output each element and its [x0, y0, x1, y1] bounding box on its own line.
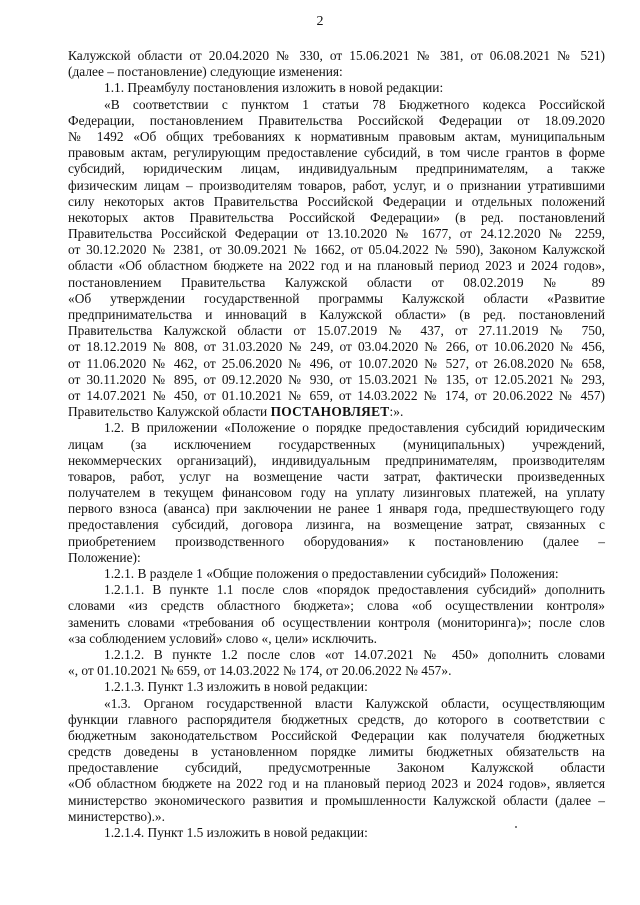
- resolution-keyword: ПОСТАНОВЛЯЕТ: [270, 404, 390, 420]
- document-body: [68, 48, 605, 841]
- text-line: постановлением Правительства Калужской области от 08.02.2019 № 89: [68, 274, 605, 290]
- text-line: «за соблюдением условий» слово «, цели» исключить.: [68, 630, 377, 646]
- text-line: «Об утверждении государственной программы Калужской области «Развитие: [68, 290, 605, 306]
- paragraph-heading: 1.2.1.3. Пункт 1.3 изложить в новой редакции:: [104, 679, 368, 695]
- resolution-suffix: :».: [389, 404, 404, 420]
- scan-speck: [515, 826, 517, 828]
- text-line: Положение):: [68, 549, 141, 565]
- paragraph-heading: 1.1. Преамбулу постановления изложить в новой редакции:: [104, 80, 444, 96]
- text-line: физическим лицам – производителям товаров, работ, услуг, и о признании утратившими: [68, 177, 605, 193]
- text-line: «В соответствии с пунктом 1 статьи 78 Бюджетного кодекса Российской: [104, 96, 605, 112]
- text-line: Правительства Российской Федерации от 13.10.2020 № 1677, от 24.12.2020 № 2259,: [68, 226, 605, 242]
- text-line: словами «из средств областного бюджета»; слова «об осуществлении контроля»: [68, 598, 605, 614]
- text-line: некоторых актов Правительства Российской Федерации» (в ред. постановлений: [68, 209, 605, 225]
- text-line: приобретением производственного оборудования» к постановлению (далее –: [68, 533, 605, 549]
- text-line: от 11.06.2020 № 462, от 25.06.2020 № 496, от 10.07.2020 № 527, от 26.08.2020 № 658,: [68, 355, 605, 371]
- text-line: области «Об областном бюджете на 2022 год и на плановый период 2023 и 2024 годов»,: [68, 258, 605, 274]
- paragraph-heading: 1.2.1.4. Пункт 1.5 изложить в новой редакции:: [104, 825, 368, 840]
- text-line: субсидий, юридическим лицам, индивидуальным предпринимателям, а также: [68, 161, 605, 177]
- text-line: бюджетным законодательством Российской Федерации как получателя бюджетных: [68, 727, 605, 743]
- text-line: Федерации, постановлением Правительства Российской Федерации от 18.09.2020: [68, 112, 605, 128]
- text-line: от 18.12.2019 № 808, от 31.03.2020 № 249, от 03.04.2020 № 266, от 10.06.2020 № 456,: [68, 339, 605, 355]
- resolution-line: [68, 404, 605, 420]
- text-line: функции главного распорядителя бюджетных средств, до которого в соответствии с: [68, 711, 605, 727]
- text-line: заменить словами «требования об осуществлении контроля (мониторинга)»; после слов: [68, 614, 605, 630]
- text-line: получателем в текущем финансовом году на уплату лизинговых платежей, на уплату: [68, 485, 605, 501]
- text-line: от 30.11.2020 № 895, от 09.12.2020 № 930, от 15.03.2021 № 135, от 12.05.2021 № 293,: [68, 371, 605, 387]
- text-line: 1.2.1.1. В пункте 1.1 после слов «порядок предоставления субсидий» дополнить: [104, 582, 605, 598]
- text-line: министерство экономического развития и промышленности Калужской области (далее –: [68, 792, 605, 808]
- text-line: от 14.07.2021 № 450, от 01.10.2021 № 659, от 14.03.2022 № 174, от 20.06.2022 № 457): [68, 387, 605, 403]
- text-line: (далее – постановление) следующие изменения:: [68, 64, 343, 80]
- text-line: силу некоторых актов Правительства Российской Федерации и отдельных положений: [68, 193, 605, 209]
- text-line: «Об областном бюджете на 2022 год и на плановый период 2023 и 2024 годов», является: [68, 776, 605, 792]
- paragraph-heading: 1.2.1. В разделе 1 «Общие положения о предоставлении субсидий» Положения:: [104, 566, 559, 581]
- text-line: «, от 01.10.2021 № 659, от 14.03.2022 № 174, от 20.06.2022 № 457».: [68, 663, 452, 679]
- text-line: лицам (за исключением государственных (муниципальных) учреждений,: [68, 436, 605, 452]
- text-line: Калужской области от 20.04.2020 № 330, от 15.06.2021 № 381, от 06.08.2021 № 521): [68, 48, 605, 63]
- text-line: товаров, работ, услуг на возмещение части затрат, фактически произведенных: [68, 468, 605, 484]
- text-line: Правительства Калужской области от 15.07.2019 № 437, от 27.11.2019 № 750,: [68, 323, 605, 339]
- resolution-prefix: Правительство Калужской области: [68, 404, 271, 420]
- text-line: 1.2.1.2. В пункте 1.2 после слов «от 14.07.2021 № 450» дополнить словами: [104, 646, 605, 662]
- text-line: предоставление субсидий, предусмотренные Законом Калужской области: [68, 760, 605, 776]
- text-line: от 30.12.2020 № 2381, от 30.09.2021 № 1662, от 05.04.2022 № 590), Законом Калужской: [68, 242, 605, 258]
- paragraph-heading: 1.2. В приложении «Положение о порядке предоставления субсидий юридическим: [104, 420, 605, 436]
- text-line: министерство).».: [68, 808, 165, 824]
- text-line: правовым актам, регулирующим предоставление субсидий, в том числе грантов в форме: [68, 145, 605, 161]
- text-line: № 1492 «Об общих требованиях к нормативным правовым актам, муниципальным: [68, 128, 605, 144]
- text-line: «1.3. Органом государственной власти Калужской области, осуществляющим: [104, 695, 605, 711]
- text-line: средств доведены в установленном порядке лимиты бюджетных обязательств на: [68, 744, 605, 760]
- text-line: некоммерческих организаций), индивидуальным предпринимателям, производителям: [68, 452, 605, 468]
- text-line: предоставления субсидий, договора лизинга, на возмещение затрат, связанных с: [68, 517, 605, 533]
- text-line: предпринимательства и инноваций в Калужской области» (в ред. постановлений: [68, 307, 605, 322]
- page-number: 2: [316, 14, 324, 29]
- text-line: первого взноса (аванса) при заключении не ранее 1 января года, предшествующего году: [68, 501, 605, 517]
